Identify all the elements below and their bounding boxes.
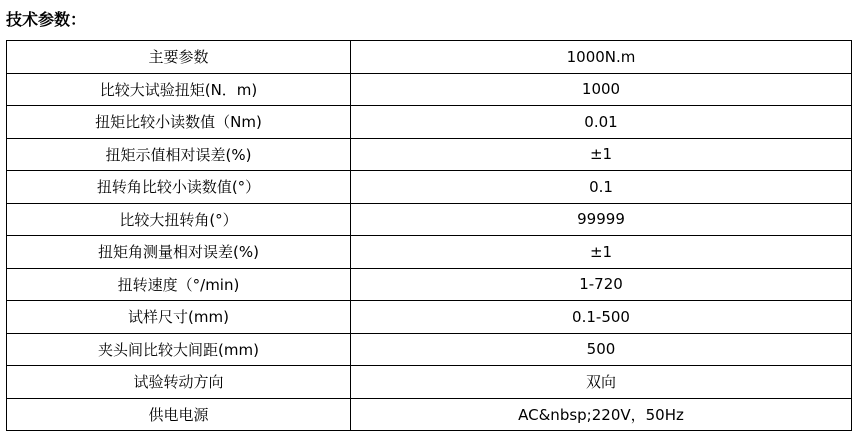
param-value: 0.1 <box>351 171 852 204</box>
table-row <box>7 236 852 269</box>
param-label: 扭矩示值相对误差(%) <box>7 138 351 171</box>
param-value: 1000 <box>351 73 852 106</box>
section-heading: 技术参数： <box>6 10 87 29</box>
param-label: 扭转速度（°/min) <box>7 268 351 301</box>
table-row <box>7 171 852 204</box>
param-label: 主要参数 <box>7 41 351 74</box>
param-label: 试样尺寸(mm) <box>7 301 351 334</box>
table-row <box>7 268 852 301</box>
param-label: 试验转动方向 <box>7 366 351 399</box>
param-label: 比较大试验扭矩(N．m) <box>7 73 351 106</box>
table-row <box>7 301 852 334</box>
table-row <box>7 138 852 171</box>
param-value: 双向 <box>351 366 852 399</box>
table-row <box>7 203 852 236</box>
param-value: 1-720 <box>351 268 852 301</box>
param-value: ±1 <box>351 236 852 269</box>
param-value: 0.1-500 <box>351 301 852 334</box>
param-label: 扭转角比较小读数值(°） <box>7 171 351 204</box>
param-label: 扭矩比较小读数值（Nm) <box>7 106 351 139</box>
param-value: 1000N.m <box>351 41 852 74</box>
table-row <box>7 73 852 106</box>
param-value: ±1 <box>351 138 852 171</box>
param-value: 500 <box>351 333 852 366</box>
param-label: 供电电源 <box>7 398 351 431</box>
param-label: 扭矩角测量相对误差(%) <box>7 236 351 269</box>
table-row <box>7 333 852 366</box>
table-row <box>7 398 852 431</box>
param-label: 夹头间比较大间距(mm) <box>7 333 351 366</box>
param-value: AC&nbsp;220V，50Hz <box>351 398 852 431</box>
table-row <box>7 366 852 399</box>
param-label: 比较大扭转角(°） <box>7 203 351 236</box>
param-value: 99999 <box>351 203 852 236</box>
table-row <box>7 41 852 74</box>
spec-table <box>6 40 852 431</box>
table-row <box>7 106 852 139</box>
param-value: 0.01 <box>351 106 852 139</box>
